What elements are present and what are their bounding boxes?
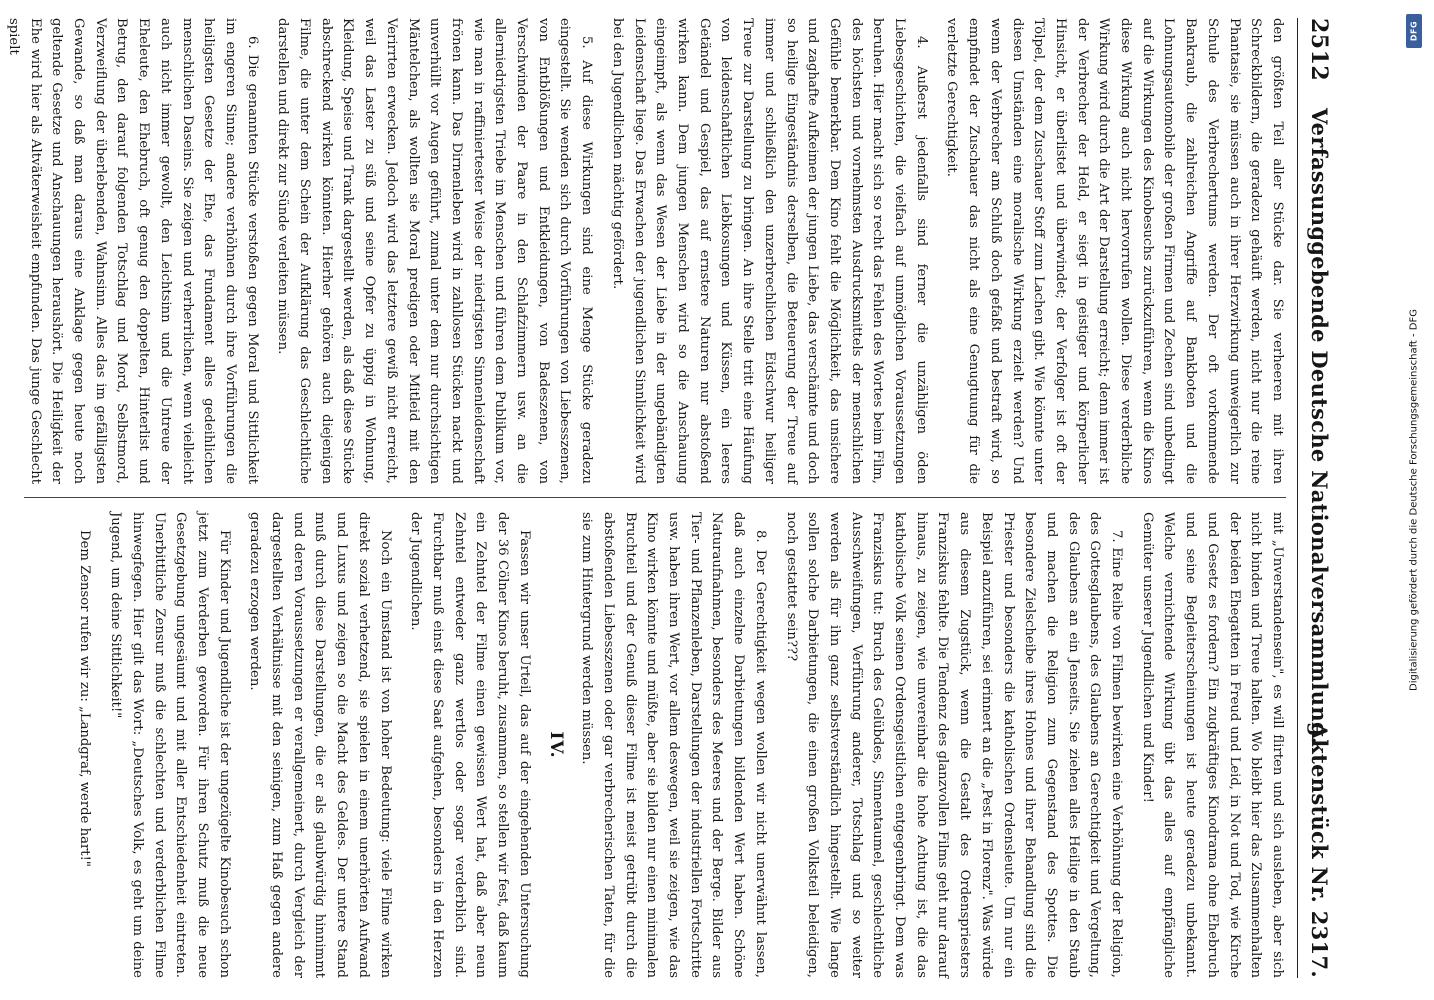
text-column-right [18,512,1288,978]
dfg-logo [1406,14,1422,48]
paragraph-6-continued: mit „Unverstandensein", es will flirten und sich ausleben, aber sich nicht binden und Treue halten. Wo bleibt hier das Zusammenhalten der beiden Ehegatten in Freud und Leid, in Not und Tod, wie Kirche und Gesetz es fordern? Ein zugkräftiges Kinodrama ohne Ehebruch und seine Begleiterscheinungen ist heute geradezu unbekannt. Welche vernichtende Wirkung übt das alles auf empfängliche Gemüter unserer Jugendlichen und Kinder! [1139,512,1285,978]
paragraph-4: 4. Außerst jedenfalls sind ferner die unzähligen öden Liebesgeschichten, die vielfach auf unmöglichen Voraussetzungen beruhen. Hier macht sich so recht das Fehlen des Wortes beim Film, des höchsten und vornehmsten Ausdrucksmittels der menschlichen Gefühle bemerkbar. Dem Kino fehlt die Möglichkeit, das unsichere und zaghafte Aufkeimen der jungen Liebe, das verschämte und doch so heilige Eingeständnis derselben, die Beteuerung der Treue auf immer und schließlich den unzerbrechlichen Eidschwur heiliger Treue zur Darstellung zu bringen. An ihre Stelle tritt eine Häufung von leidenschaftlichen Liebkosungen und Küssen, ein leeres Getändel und Gespiel, das auf ernstere Naturen nur abstoßend wirken kann. Dem jungen Menschen wird so die Anschauung eingeimpft, als wenn das Wesen der Liebe in der ungebändigten Leidenschaft liege. Das Erwachen der jugendlichen Sinnlichkeit wird bei den Jugendlichen mächtig gefördert. [609,18,929,484]
document-reference: Aktenstück Nr. 2317. [1307,722,1332,978]
paragraph-summary: Fassen wir unser Urteil, das auf der eingehenden Untersuchung der 36 Cölner Kinos beruht, zusammen, so stellen wir fest, daß kaum ein Zehntel der Filme einen gewissen Wert hat, daß aber neun Zehntel entweder ganz wertlos oder sogar verderblich sind. Furchtbar muß einst diese Saat aufgehen, besonders in den Herzen der Jugendlichen. [408,512,532,978]
paragraph-5: 5. Auf diese Wirkungen sind eine Menge Stücke geradezu eingestellt. Sie wenden sich durch Vorführungen von Liebesszenen, von Entblößungen und Entkleidungen, von Badeszenen, von Verschwinden der Paare in den Schlafzimmern usw. an die allerniedrigsten Triebe im Menschen und führen dem Publikum vor, wie man in raffiniertester Weise der niedrigsten Sinnenleidenschaft frönen kann. Das Dirnenleben wird in zahllosen Stücken nackt und unverhüllt vor Augen geführt, zumal unter dem nur durchsichtigen Mäntelchen, als wollten sie Moral predigen oder Mitleid mit den Verirrten erwecken. Jedoch wird das letztere gewiß nicht erreicht, weil das Laster zu süß und seine Opfer zu üppig in Wohnung, Kleidung, Speise und Trank dargestellt werden, als daß diese Stücke abschreckend wirken könnten. Hierher gehören auch diejenigen Filme, die unter dem Schein der Aufklärung das Geschlechtliche darstellen und direkt zur Sünde verleiten müssen. [275,18,595,484]
section-heading-iv: IV. [546,731,567,759]
paragraph-social-impact: Noch ein Umstand ist von hoher Bedeutung: viele Filme wirken direkt sozial verhetzend, sie spielen in einem unerhörten Aufwand und Luxus und zeigen so die Macht des Geldes. Der untere Stand muß durch diese Darstellungen, die er als glaubwürdig hinnimmt und deren Voraussetzungen er verallgemeinert, durch Vergleich der dargestellten Verhältnisse mit den seinigen, zum Haß gegen andere geradezu erzogen werden. [247,512,393,978]
document-title: Verfassunggebende Deutsche Nationalversammlung. [1307,108,1332,745]
paragraph-7: 7. Eine Reihe von Filmen bewirken eine Verhöhnung der Religion, des Gottesglaubens, des Glaubens an Gerechtigkeit und Vergeltung, des Glaubens an ein Jenseits. Sie ziehen alles Heilige in den Staub und machen die Religion zum Gegenstand des Spottes. Die besondere Zielscheibe ihres Hohnes und ihrer Behandlung sind die Priester und besonders die katholischen Ordensleute. Um nur ein Beispiel anzuführen, sei erinnert an die „Pest in Florenz". Was würde aus diesem Zugstück, wenn die Gestalt des Ordenspriesters Franziskus fehlte. Die Tendenz des glanzvollen Films geht nur darauf hinaus, zu zeigen, wie unvereinbar die hohe Achtung ist, die das katholische Volk seinen Ordensgeistlichen entgegenbringt. Dem was Franziskus tut: Bruch des Gelübdes, Sinnentaumel, geschlechtliche Ausschweifungen, Verführung anderer, Totschlag und so weiter werden als für ihn ganz selbstverständlich hingestellt. Wie lange sollen solche Darbietungen, die einen großen Volksteil beleidigen, noch gestattet sein??? [783,512,1125,978]
dfg-logo-text: DFG [1409,20,1419,42]
paragraph-3-continued: den größten Teil aller Stücke dar. Sie verheeren mit ihren Schreckbildern, die geradezu gehäuft werden, nicht nur die reine Phantasie, sie müssen auch in ihrer Herzwirkung unweigerlich zur Schule des Verbrechertums werden. Der oft vorkommende Bankraub, die zahlreichen Angriffe auf Bankboten und die Lohnungsautomobile der großen Firmen und Zechen sind unbedingt auf die Wirkungen des Kinobesuchs zurückzuführen, wenn die Kinos diese Wirkung auch nicht hervorrufen wollen. Diese verderbliche Wirkung wird durch die Art der Darstellung erreicht; denn immer ist der Verbrecher der Held, er siegt in geistiger und körperlicher Hinsicht, er überlistet und überwindet; der Verfolger ist oft der Tölpel, der dem Zuschauer Stoff zum Lachen gibt. Wie könnte unter diesen Umständen eine moralische Wirkung erzielt werden? Und wenn der Verbrecher am Schluß doch gefaßt und bestraft wird, so empfindet der Zuschauer das nicht als eine Genugtuung für die verletzte Gerechtigkeit. [944,18,1285,484]
paragraph-youth-protection: Für Kinder und Jugendliche ist der ungezügelte Kinobesuch schon jetzt zum Verderben geworden. Für ihren Schutz muß die neue Gesetzgebung ungesäumt und mit aller Entschiedenheit eintreten. Unerbittliche Zensur muß die schlechten und verderblichen Filme hinwegfegen. Hier gilt das Wort: „Deutsches Volk, es geht um deine Jugend, um deine Sittlichkeit!" [108,512,232,978]
paragraph-closing: Dem Zensor rufen wir zu: „Landgraf, werde hart!" [77,530,93,867]
paragraph-8: 8. Der Gerechtigkeit wegen wollen wir nicht unerwähnt lassen, daß auch einzelne Darbietungen bildenden Wert haben. Schöne Naturaufnahmen, besonders des Meeres und der Berge. Bilder aus Tier- und Pflanzenleben, Darstellungen der industriellen Fortschritte usw. haben ihren Wert, vor allem deswegen, weil sie zeigen, wie das Kino wirken könnte und müßte, aber sie bilden nur einen minimalen Bruchteil und der Genuß dieser Filme ist meist getrübt durch die abstoßenden Liebesszenen oder gar verbrecherischen Taten, für die sie zum Hintergrund werden müssen. [579,512,768,978]
rotated-document-sheet [2,0,1352,1000]
attribution-text: Digitalisierung gefördert durch die Deutsche Forschungsgemeinschaft - DFG [1408,308,1420,692]
page-number: 2512 [1306,18,1332,82]
page-header [1297,18,1338,978]
text-column-left [5,18,1288,484]
paragraph-6: 6. Die genannten Stücke verstoßen gegen Moral und Sittlichkeit im engeren Sinne; andere verhöhnen durch ihre Vorführungen die heiligsten Gesetze der Ehe, das Fundament alles gedeihlichen menschlichen Daseins. Sie zeigen und verherrlichen, wenn vielleicht auch nicht immer gewollt, den Leichtsinn und die Untreue der Eheleute, den Ehebruch, oft genug den doppelten, Hinterlist und Betrug, den darauf folgenden Totschlag und Mord, Selbstmord, Verzweiflung der überlebenden, Wahnsinn. Alles das im gefälligsten Gewande, so daß man daraus eine Anklage gegen heute noch geltende Gesetze und Anschauungen heraushört. Die Heiligkeit der Ehe wird hier als Altväterweisheit empfunden. Das junge Geschlecht spielt [5,18,260,484]
column-divider [24,497,1286,498]
